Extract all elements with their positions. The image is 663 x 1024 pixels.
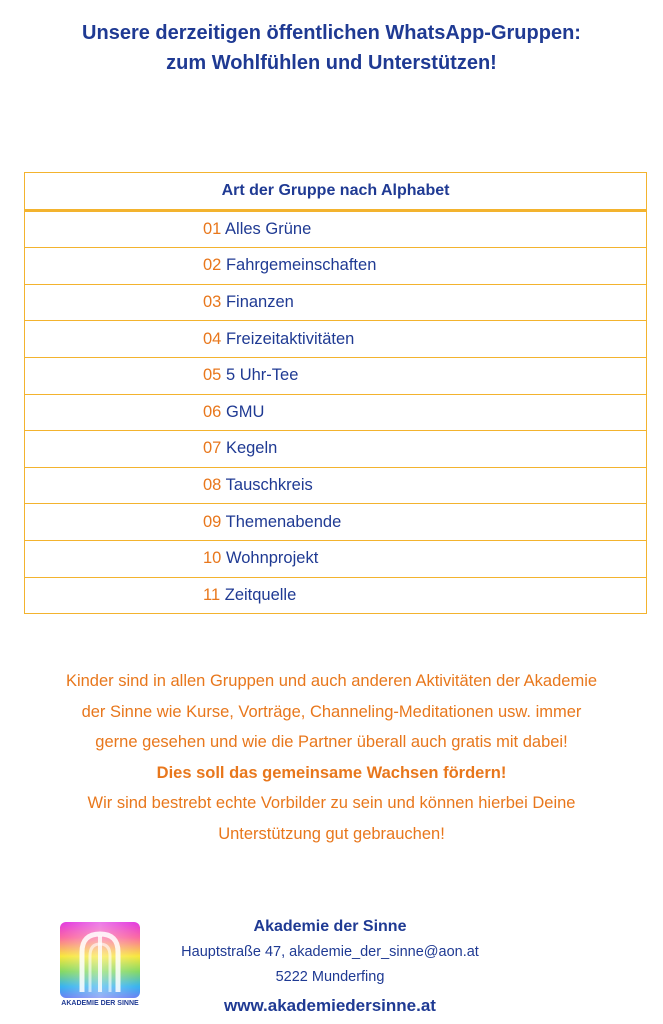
- table-row: [25, 210, 647, 248]
- table-row: [25, 248, 647, 285]
- table-row: [25, 540, 647, 577]
- group-cell: [25, 577, 647, 614]
- paragraph-emphasis: Dies soll das gemeinsame Wachsen fördern!: [156, 763, 507, 782]
- city-line: 5222 Munderfing: [275, 969, 385, 985]
- table-row: [25, 577, 647, 614]
- page-title-line-1: Unsere derzeitigen öffentlichen WhatsApp-Gruppen:: [82, 22, 581, 44]
- group-cell: [25, 210, 647, 248]
- group-cell: [25, 357, 647, 394]
- group-label: 5 Uhr-Tee: [225, 366, 299, 385]
- group-label: Alles Grüne: [225, 219, 312, 238]
- group-cell: [25, 504, 647, 541]
- table-header-row: [25, 173, 647, 211]
- group-number: 05: [203, 366, 222, 385]
- group-entry: [25, 403, 646, 422]
- group-entry: [25, 586, 646, 605]
- table-row: [25, 394, 647, 431]
- group-label: Wohnprojekt: [225, 549, 319, 568]
- group-cell: [25, 248, 647, 285]
- group-entry: [25, 293, 646, 312]
- address-line: Hauptstraße 47, akademie_der_sinne@aon.at: [181, 944, 479, 960]
- group-number: 10: [203, 549, 222, 568]
- group-label: Finanzen: [225, 293, 294, 312]
- group-number: 08: [203, 476, 222, 495]
- logo-artwork: [60, 922, 140, 998]
- table-row: [25, 504, 647, 541]
- group-number: 02: [203, 256, 222, 275]
- group-entry: [25, 476, 646, 495]
- logo-caption: AKADEMIE DER SINNE: [61, 1000, 139, 1007]
- group-number: 09: [203, 512, 222, 531]
- group-cell: [25, 431, 647, 468]
- group-number: 03: [203, 293, 222, 312]
- group-cell: [25, 284, 647, 321]
- group-entry: [25, 549, 646, 568]
- group-entry: [25, 513, 646, 532]
- website-link[interactable]: www.akademiedersinne.at: [224, 996, 436, 1015]
- table-heading: Art der Gruppe nach Alphabet: [25, 173, 647, 211]
- table-row: [25, 431, 647, 468]
- paragraph-line-1: Kinder sind in allen Gruppen und auch anderen Aktivitäten der Akademie: [65, 672, 598, 690]
- organization-name: Akademie der Sinne: [253, 918, 407, 935]
- group-cell: [25, 394, 647, 431]
- group-entry: [25, 256, 646, 275]
- group-entry: [25, 366, 646, 385]
- group-cell: [25, 467, 647, 504]
- group-label: Zeitquelle: [224, 585, 297, 604]
- table-row: [25, 284, 647, 321]
- table-row: [25, 321, 647, 358]
- group-label: Fahrgemeinschaften: [225, 256, 377, 275]
- group-label: Freizeitaktivitäten: [225, 329, 355, 348]
- logo-figure-icon: [60, 922, 140, 998]
- group-number: 04: [203, 329, 222, 348]
- group-label: GMU: [225, 402, 265, 421]
- group-label: Themenabende: [225, 512, 342, 531]
- groups-table: [24, 172, 647, 614]
- group-number: 01: [203, 219, 222, 238]
- group-entry: [25, 330, 646, 349]
- group-number: 07: [203, 439, 222, 458]
- group-cell: [25, 540, 647, 577]
- paragraph-line-3: gerne gesehen und wie die Partner überall auch gratis mit dabei!: [95, 733, 568, 751]
- page-title-line-2: zum Wohlfühlen und Unterstützen!: [166, 52, 497, 74]
- group-number: 06: [203, 402, 222, 421]
- group-number: 11: [203, 585, 221, 604]
- group-entry: [25, 439, 646, 458]
- info-paragraph: [10, 666, 653, 849]
- table-body: [25, 210, 647, 614]
- page-title: [0, 18, 663, 78]
- paragraph-closing-1: Wir sind bestrebt echte Vorbilder zu sein und können hierbei Deine: [87, 794, 576, 812]
- organization-contact: [150, 914, 510, 1020]
- group-label: Kegeln: [225, 439, 278, 458]
- table-row: [25, 357, 647, 394]
- academy-logo: [60, 922, 140, 1014]
- group-entry: [25, 220, 646, 239]
- paragraph-closing-2: Unterstützung gut gebrauchen!: [218, 824, 445, 843]
- group-cell: [25, 321, 647, 358]
- group-label: Tauschkreis: [225, 476, 313, 495]
- paragraph-line-2: der Sinne wie Kurse, Vorträge, Channeling-Meditationen usw. immer: [81, 702, 582, 721]
- table-row: [25, 467, 647, 504]
